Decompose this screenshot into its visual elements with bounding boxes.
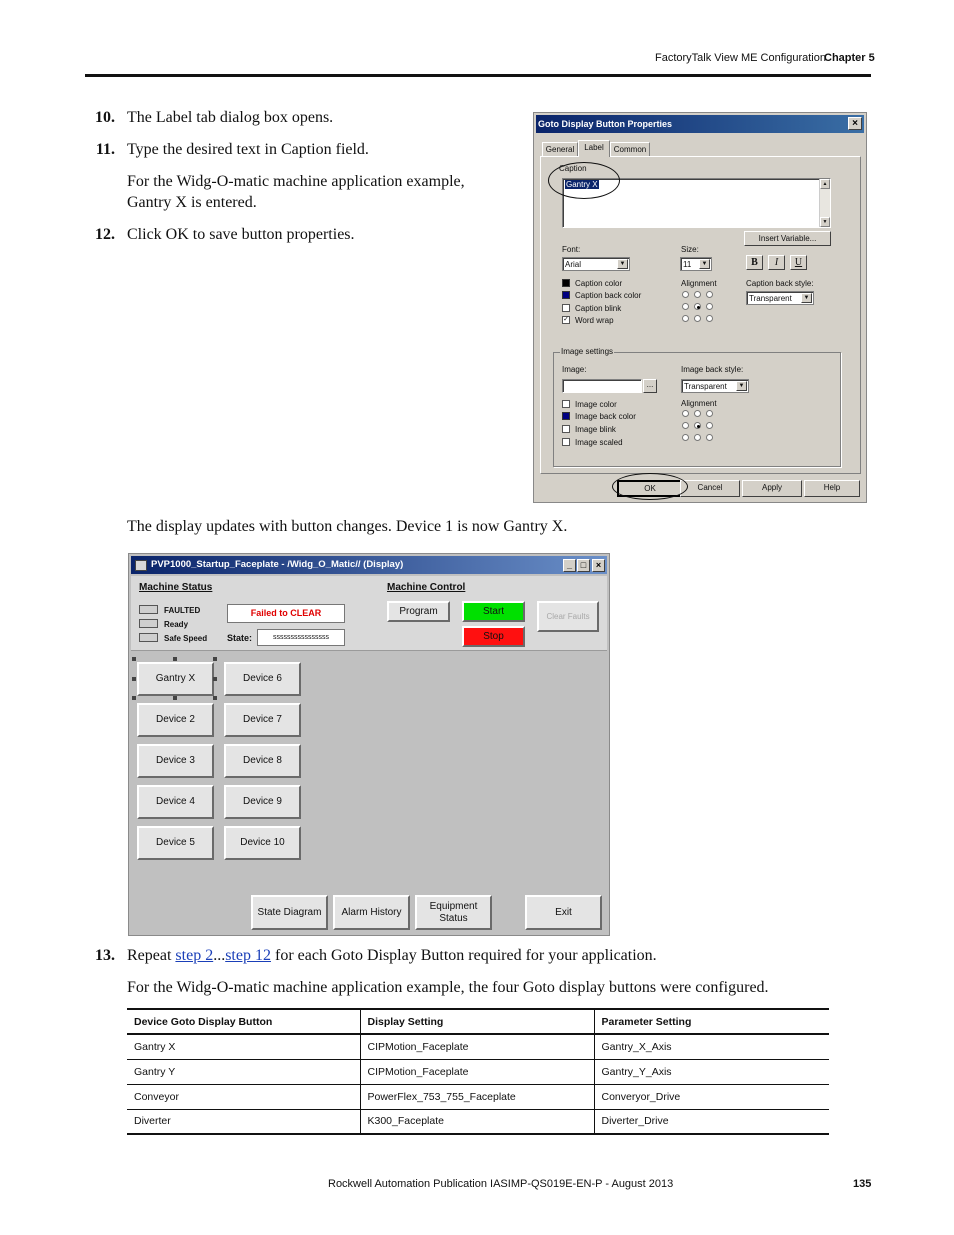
status-panel: [131, 576, 607, 651]
exit-button[interactable]: Exit: [525, 895, 602, 930]
image-scaled-checkbox[interactable]: [562, 438, 570, 446]
font-label: Font:: [562, 245, 581, 254]
minimize-icon[interactable]: _: [563, 559, 576, 572]
tab-common[interactable]: Common: [610, 142, 650, 156]
table-cell: Diverter_Drive: [594, 1109, 829, 1134]
goto-button-device-5[interactable]: Device 5: [137, 826, 214, 860]
start-button[interactable]: Start: [462, 601, 525, 622]
display-title: PVP1000_Startup_Faceplate - /Widg_O_Matic// (Display): [151, 559, 404, 570]
image-alignment-label: Alignment: [681, 399, 717, 408]
faulted-indicator: [139, 605, 158, 614]
align-radio[interactable]: [694, 315, 701, 322]
ok-highlight-ring: [612, 473, 688, 500]
image-color-label: Image color: [575, 400, 617, 409]
goto-button-device-6[interactable]: Device 6: [224, 662, 301, 696]
table-cell: Gantry_Y_Axis: [594, 1059, 829, 1084]
selection-handle[interactable]: [132, 677, 136, 681]
selection-handle[interactable]: [132, 657, 136, 661]
machine-status-heading: Machine Status: [139, 582, 213, 593]
align-radio[interactable]: [694, 434, 701, 441]
align-radio[interactable]: [682, 422, 689, 429]
goto-button-device-10[interactable]: Device 10: [224, 826, 301, 860]
machine-control-heading: Machine Control: [387, 582, 466, 593]
clear-faults-button[interactable]: Clear Faults: [537, 601, 599, 632]
goto-button-device-3[interactable]: Device 3: [137, 744, 214, 778]
goto-button-device-7[interactable]: Device 7: [224, 703, 301, 737]
image-back-color-swatch[interactable]: [562, 412, 570, 420]
table-row: [127, 1084, 829, 1109]
caption-color-label: Caption color: [575, 279, 623, 288]
app-icon: [135, 560, 147, 571]
selection-handle[interactable]: [132, 696, 136, 700]
caption-scrollbar[interactable]: [819, 179, 830, 227]
table-cell: CIPMotion_Faceplate: [360, 1059, 594, 1084]
align-radio[interactable]: [682, 315, 689, 322]
table-cell: Gantry Y: [127, 1059, 360, 1084]
size-label: Size:: [681, 245, 699, 254]
dialog-title-bar: [536, 115, 864, 133]
align-radio[interactable]: [694, 303, 701, 310]
ready-indicator: [139, 619, 158, 628]
goto-button-device-2[interactable]: Device 2: [137, 703, 214, 737]
tab-general[interactable]: General: [542, 142, 578, 156]
state-diagram-button[interactable]: State Diagram: [251, 895, 328, 930]
align-radio[interactable]: [694, 422, 701, 429]
table-row: [127, 1034, 829, 1059]
align-radio[interactable]: [694, 410, 701, 417]
caption-back-color-label: Caption back color: [575, 291, 642, 300]
align-radio[interactable]: [682, 303, 689, 310]
caption-highlight-ring: [548, 162, 620, 199]
goto-button-device-8[interactable]: Device 8: [224, 744, 301, 778]
safe-speed-label: Safe Speed: [164, 634, 208, 643]
close-icon[interactable]: ×: [848, 117, 862, 130]
table-header-row: [127, 1009, 829, 1034]
align-radio[interactable]: [706, 422, 713, 429]
cancel-button[interactable]: Cancel: [680, 480, 740, 497]
goto-display-button-properties-dialog: [533, 112, 867, 503]
caption-alignment-label: Alignment: [681, 279, 717, 288]
table-header: Parameter Setting: [594, 1009, 829, 1034]
alarm-history-button[interactable]: Alarm History: [333, 895, 410, 930]
font-select[interactable]: Arial ▼: [562, 257, 630, 271]
display-update-note: The display updates with button changes. Device 1 is now Gantry X.: [127, 518, 568, 535]
running-header-title: FactoryTalk View ME Configuration: [655, 52, 826, 64]
chevron-down-icon[interactable]: ▼: [736, 381, 747, 391]
step-13-note: For the Widg-O-matic machine application example, the four Goto display buttons were configured.: [127, 979, 769, 996]
caption-color-swatch[interactable]: [562, 279, 570, 287]
image-blink-label: Image blink: [575, 425, 616, 434]
maximize-icon[interactable]: □: [577, 559, 590, 572]
header-rule: [85, 74, 871, 77]
table-header: Device Goto Display Button: [127, 1009, 360, 1034]
table-row: [127, 1109, 829, 1134]
faulted-label: FAULTED: [164, 606, 201, 615]
state-label: State:: [227, 633, 253, 643]
ready-label: Ready: [164, 620, 189, 629]
bold-button[interactable]: B: [746, 255, 763, 270]
step-12-link[interactable]: step 12: [225, 947, 271, 964]
caption-back-color-swatch[interactable]: [562, 291, 570, 299]
safe-speed-indicator: [139, 633, 158, 642]
table-cell: K300_Faceplate: [360, 1109, 594, 1134]
caption-back-style-label: Caption back style:: [746, 279, 814, 288]
table-header: Display Setting: [360, 1009, 594, 1034]
image-back-style-select[interactable]: Transparent ▼: [681, 379, 749, 393]
image-scaled-label: Image scaled: [575, 438, 623, 447]
table-cell: Diverter: [127, 1109, 360, 1134]
table-cell: PowerFlex_753_755_Faceplate: [360, 1084, 594, 1109]
align-radio[interactable]: [682, 410, 689, 417]
chevron-down-icon[interactable]: ▼: [801, 293, 812, 303]
caption-value: Gantry X: [566, 180, 598, 189]
goto-button-device-4[interactable]: Device 4: [137, 785, 214, 819]
goto-button-device-9[interactable]: Device 9: [224, 785, 301, 819]
chevron-down-icon[interactable]: ▼: [699, 259, 710, 269]
apply-button[interactable]: Apply: [742, 480, 802, 497]
align-radio[interactable]: [706, 291, 713, 298]
image-back-color-label: Image back color: [575, 412, 636, 421]
scroll-up-icon[interactable]: ▲: [820, 179, 830, 189]
image-label: Image:: [562, 365, 587, 374]
size-select[interactable]: 11 ▼: [680, 257, 712, 271]
image-settings-label: Image settings: [561, 347, 614, 356]
faceplate-display-window: [128, 553, 610, 936]
selection-handle[interactable]: [213, 657, 217, 661]
footer-publication: Rockwell Automation Publication IASIMP-QS019E-EN-P - August 2013: [328, 1178, 674, 1190]
program-button[interactable]: Program: [387, 601, 450, 622]
table-cell: CIPMotion_Faceplate: [360, 1034, 594, 1059]
table-cell: Gantry_X_Axis: [594, 1034, 829, 1059]
align-radio[interactable]: [706, 315, 713, 322]
display-title-bar: [131, 556, 607, 574]
goto-button-gantry-x[interactable]: Gantry X: [137, 662, 214, 696]
table-cell: Gantry X: [127, 1034, 360, 1059]
fault-message: Failed to CLEAR: [227, 604, 345, 623]
stop-button[interactable]: Stop: [462, 626, 525, 647]
image-blink-checkbox[interactable]: [562, 425, 570, 433]
image-field[interactable]: [562, 379, 642, 393]
table-row: [127, 1059, 829, 1084]
step-2-link[interactable]: step 2: [175, 947, 214, 964]
align-radio[interactable]: [682, 291, 689, 298]
align-radio[interactable]: [706, 434, 713, 441]
caption-back-style-select[interactable]: Transparent ▼: [746, 291, 814, 305]
insert-variable-button[interactable]: Insert Variable...: [744, 231, 831, 246]
selection-handle[interactable]: [173, 657, 177, 661]
selection-handle[interactable]: [213, 677, 217, 681]
close-icon[interactable]: ×: [592, 559, 605, 572]
word-wrap-checkbox[interactable]: ✓: [563, 316, 569, 323]
help-button[interactable]: Help: [804, 480, 860, 497]
label-tab-panel: [540, 156, 861, 474]
state-value: ssssssssssssssss: [257, 629, 345, 646]
dialog-title: Goto Display Button Properties: [538, 119, 673, 129]
word-wrap-label: Word wrap: [575, 316, 614, 325]
caption-blink-label: Caption blink: [575, 304, 622, 313]
caption-blink-checkbox[interactable]: [562, 304, 570, 312]
running-header-chapter: Chapter 5: [824, 52, 875, 64]
ok-button[interactable]: OK: [617, 480, 683, 497]
table-cell: Conveyor: [127, 1084, 360, 1109]
image-settings-group: [553, 347, 841, 467]
image-back-style-label: Image back style:: [681, 365, 744, 374]
image-color-checkbox[interactable]: [562, 400, 570, 408]
scroll-down-icon[interactable]: ▼: [820, 217, 830, 227]
selection-handle[interactable]: [213, 696, 217, 700]
underline-button[interactable]: U: [790, 255, 807, 270]
italic-button[interactable]: I: [768, 255, 785, 270]
align-radio[interactable]: [706, 410, 713, 417]
align-radio[interactable]: [694, 291, 701, 298]
table-cell: Converyor_Drive: [594, 1084, 829, 1109]
equipment-status-button[interactable]: Equipment Status: [415, 895, 492, 930]
page-number: 135: [853, 1178, 872, 1190]
align-radio[interactable]: [682, 434, 689, 441]
tab-label[interactable]: Label: [578, 140, 610, 157]
step-11-note: For the Widg-O-matic machine application example, Gantry X is entered.: [127, 173, 465, 211]
selection-handle[interactable]: [173, 696, 177, 700]
browse-button[interactable]: ...: [643, 379, 657, 393]
chevron-down-icon[interactable]: ▼: [617, 259, 628, 269]
caption-label: Caption: [559, 164, 587, 173]
goto-buttons-table: [127, 1008, 829, 1135]
align-radio[interactable]: [706, 303, 713, 310]
